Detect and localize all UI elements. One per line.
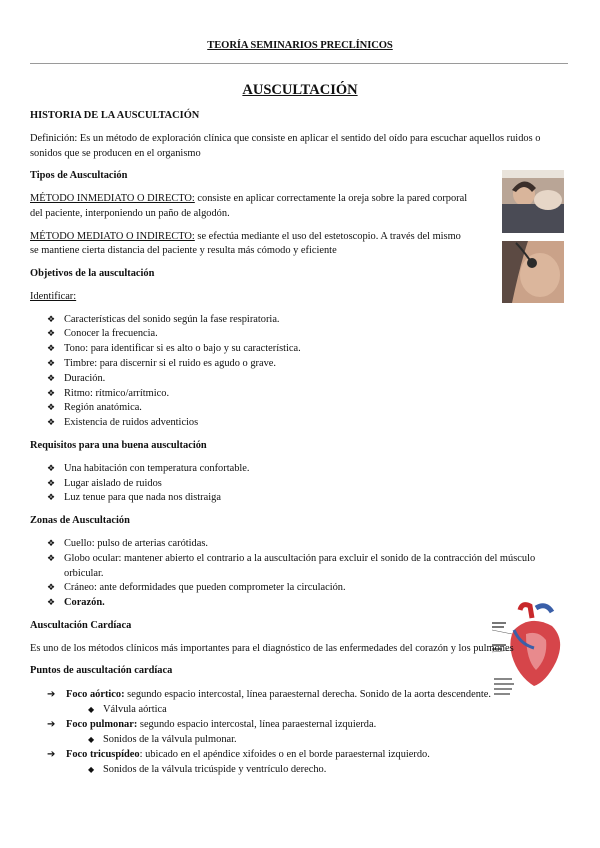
list-item: ❖ Conocer la frecuencia. xyxy=(47,327,570,342)
section-heading-tipos: Tipos de Auscultación xyxy=(30,170,128,182)
diamond-bullet-icon: ❖ xyxy=(47,373,56,384)
zones-list xyxy=(47,537,570,611)
main-content xyxy=(30,109,570,777)
indirect-method-paragraph xyxy=(30,230,472,260)
list-item: ❖ Lugar aislado de ruidos xyxy=(47,477,570,492)
sub-list-item: ◆ Válvula aórtica xyxy=(88,704,167,716)
requirements-list xyxy=(47,462,570,506)
diamond-bullet-icon: ❖ xyxy=(47,388,56,399)
header-divider xyxy=(30,63,568,64)
arrow-right-icon: ➔ xyxy=(47,689,56,701)
section-heading-historia: HISTORIA DE LA AUSCULTACIÓN xyxy=(30,110,200,121)
filled-diamond-icon: ◆ xyxy=(88,765,95,775)
heart-zone-label: Corazón. xyxy=(64,597,105,609)
sub-list-item: ◆ Sonidos de la válvula pulmonar. xyxy=(88,734,237,746)
section-heading-cardiaca: Auscultación Cardíaca xyxy=(30,619,132,631)
diamond-bullet-icon: ❖ xyxy=(47,314,56,325)
diamond-bullet-icon: ❖ xyxy=(47,329,56,340)
list-item: ❖ Duración. xyxy=(47,372,570,387)
page-title: AUSCULTACIÓN xyxy=(242,82,358,98)
list-item: ➔ Foco pulmonar: segundo espacio intercostal, línea paraesternal izquierda. ◆ Sonidos de la válvula pulmonar. xyxy=(47,717,570,747)
list-item: ❖ Región anatómica. xyxy=(47,401,570,416)
sub-list xyxy=(88,702,570,717)
diamond-bullet-icon: ❖ xyxy=(47,418,56,429)
indirect-method-text: se efectúa mediante el uso del estetoscopio. A través del mismo se mantiene cierta distancia del paciente y resulta más cómodo y eficiente xyxy=(30,230,461,257)
list-item: ❖ Ritmo: rítmico/arrítmico. xyxy=(47,387,570,402)
focus-label: Foco aórtico: xyxy=(66,689,125,701)
sub-list xyxy=(88,732,570,747)
list-item: ❖ Existencia de ruidos adventicios xyxy=(47,416,570,431)
list-item: ➔ Foco tricuspídeo: ubicado en el apéndice xifoides o en el borde paraesternal izquierdo. ◆ Sonidos de la válvula tricúspide y ventrículo derecho. xyxy=(47,747,570,777)
arrow-right-icon: ➔ xyxy=(47,719,56,731)
filled-diamond-icon: ◆ xyxy=(88,705,95,715)
diamond-bullet-icon: ❖ xyxy=(47,478,56,489)
diamond-bullet-icon: ❖ xyxy=(47,553,56,564)
diamond-bullet-icon: ❖ xyxy=(47,493,56,504)
auscultation-points-list xyxy=(47,687,570,777)
section-heading-puntos: Puntos de auscultación cardíaca xyxy=(30,665,173,677)
diamond-bullet-icon: ❖ xyxy=(47,463,56,474)
document-header: TEORÍA SEMINARIOS PRECLÍNICOS xyxy=(207,40,393,51)
diamond-bullet-icon: ❖ xyxy=(47,344,56,355)
direct-method-text: consiste en aplicar correctamente la oreja sobre la pared corporal del paciente, interponiendo un paño de algodón. xyxy=(30,193,468,219)
list-item: ❖ Cuello: pulso de arterias carótidas. xyxy=(47,537,570,552)
list-item xyxy=(47,596,570,611)
list-item: ❖ Una habitación con temperatura confortable. xyxy=(47,462,570,477)
filled-diamond-icon: ◆ xyxy=(88,735,95,745)
section-heading-requisitos: Requisitos para una buena auscultación xyxy=(30,440,207,452)
direct-method-label: MÉTODO INMEDIATO O DIRECTO: xyxy=(30,193,195,205)
diamond-bullet-icon: ❖ xyxy=(47,598,56,609)
focus-label: Foco tricuspídeo xyxy=(66,749,140,761)
list-item: ❖ Características del sonido según la fase respiratoria. xyxy=(47,313,570,328)
diamond-bullet-icon: ❖ xyxy=(47,538,56,549)
objectives-list xyxy=(47,313,570,431)
section-heading-zonas: Zonas de Auscultación xyxy=(30,515,130,527)
definition-paragraph: Definición: Es un método de exploración clínica que consiste en aplicar el sentido del oído para escuchar aquellos ruidos o sonidos que se producen en el organismo xyxy=(30,132,541,159)
diamond-bullet-icon: ❖ xyxy=(47,403,56,414)
arrow-right-icon: ➔ xyxy=(47,749,56,761)
list-item: ➔ Foco aórtico: segundo espacio intercostal, línea paraesternal derecha. Sonido de la aorta descendente. ◆ Válvula aórtica xyxy=(47,687,570,717)
list-item: ❖ Globo ocular: mantener abierto el contrario a la auscultación para excluir el sonido de la contracción del músculo orbicular. xyxy=(47,552,536,579)
cardiac-paragraph: Es uno de los métodos clínicos más importantes para el diagnóstico de las enfermedades del corazón y los pulmones xyxy=(30,642,514,654)
diamond-bullet-icon: ❖ xyxy=(47,583,56,594)
list-item: ❖ Cráneo: ante deformidades que pueden comprometer la circulación. xyxy=(47,581,570,596)
diamond-bullet-icon: ❖ xyxy=(47,359,56,370)
list-item: ❖ Tono: para identificar si es alto o bajo y su característica. xyxy=(47,342,570,357)
direct-method-paragraph xyxy=(30,192,472,222)
identify-label: Identificar: xyxy=(30,290,77,302)
section-heading-objetivos: Objetivos de la auscultación xyxy=(30,268,155,280)
sub-list xyxy=(88,762,570,777)
sub-list-item: ◆ Sonidos de la válvula tricúspide y ventrículo derecho. xyxy=(88,764,327,776)
indirect-method-label: MÉTODO MEDIATO O INDIRECTO: xyxy=(30,230,195,242)
list-item: ❖ Luz tenue para que nada nos distraiga xyxy=(47,491,570,506)
focus-label: Foco pulmonar: xyxy=(66,719,138,731)
list-item: ❖ Timbre: para discernir si el ruido es agudo o grave. xyxy=(47,357,570,372)
